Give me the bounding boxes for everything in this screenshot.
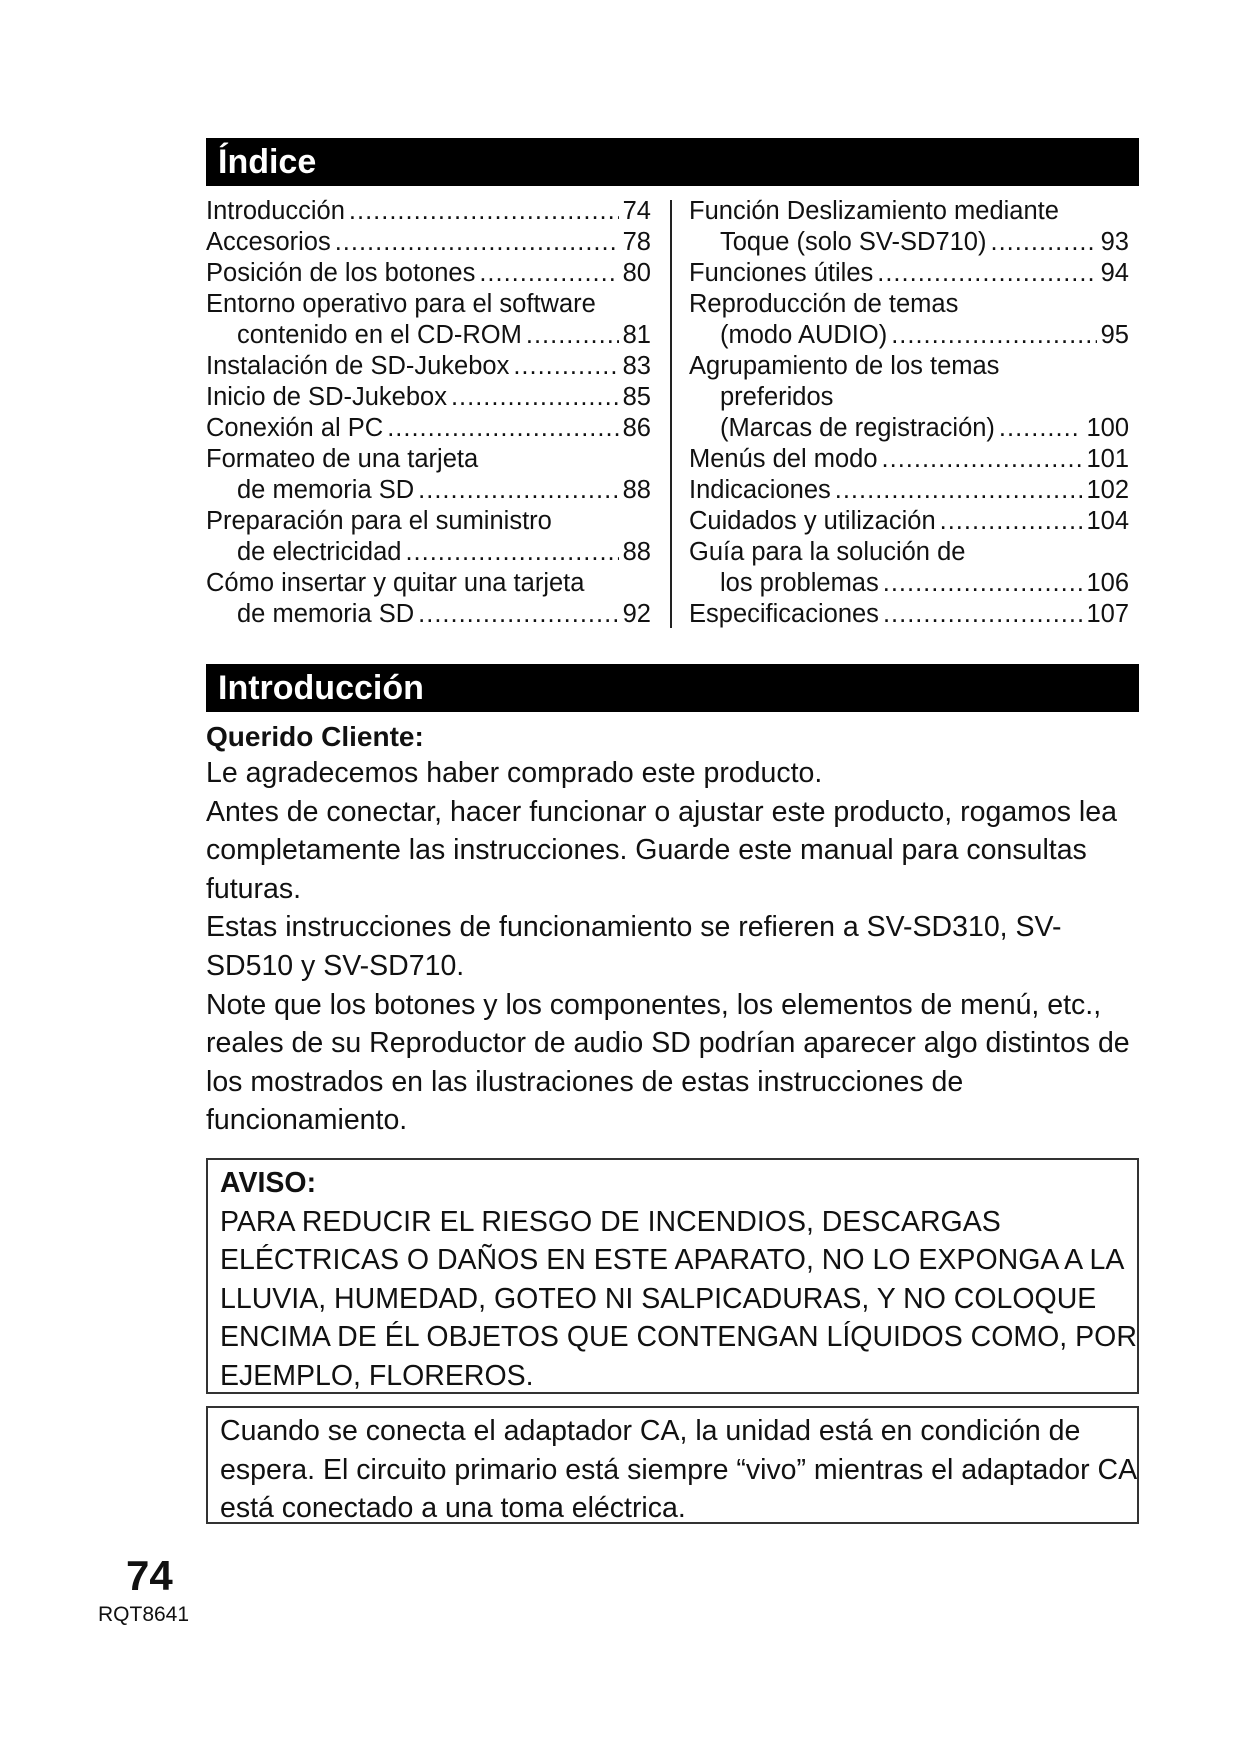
toc-entry-page: 81 [622,321,651,349]
toc-entry-title: Conexión al PC [206,414,384,442]
toc-dot-leader [882,444,1083,475]
toc-entry-page: 101 [1086,445,1129,473]
toc-entry-title: Indicaciones [689,476,831,504]
toc-entry-page: 107 [1086,600,1129,628]
toc-entry [206,537,651,568]
toc-entry [689,444,1129,475]
toc-entry-page: 85 [622,383,651,411]
toc-entry [206,320,651,351]
toc-entry [206,258,651,289]
toc-entry-title: Especificaciones [689,600,879,628]
intro-paragraph: Le agradecemos haber comprado este producto. [206,757,823,789]
toc-dot-leader [526,320,619,351]
toc-entry-page: 88 [622,538,651,566]
toc-entry-page: 88 [622,476,651,504]
toc-entry-title: Posición de los botones [206,259,476,287]
document-code: RQT8641 [98,1603,190,1626]
toc-dot-leader [479,258,618,289]
toc-entry-title: Formateo de una tarjeta [206,445,479,473]
index-right-column [689,196,1129,630]
toc-dot-leader [387,413,618,444]
toc-entry-title: de memoria SD [237,476,415,504]
toc-entry [689,475,1129,506]
toc-entry [206,413,651,444]
toc-entry-title: Introducción [206,197,345,225]
toc-entry-page: 94 [1100,259,1129,287]
toc-entry-title: Guía para la solución de [689,538,966,566]
toc-entry-page: 104 [1086,507,1129,535]
toc-entry-page: 102 [1086,476,1129,504]
toc-entry [206,196,651,227]
toc-entry-title: Función Deslizamiento mediante [689,197,1059,225]
introduction-body [206,754,1146,1140]
toc-entry-title: Toque (solo SV-SD710) [720,228,987,256]
toc-dot-leader [451,382,619,413]
page-number: 74 [126,1552,173,1599]
toc-dot-leader [940,506,1083,537]
toc-entry-title: de memoria SD [237,600,415,628]
toc-dot-leader [335,227,619,258]
toc-entry-title: Instalación de SD-Jukebox [206,352,510,380]
greeting: Querido Cliente: [206,721,424,752]
toc-dot-leader [513,351,618,382]
toc-entry [206,227,651,258]
warning-box [206,1158,1139,1394]
toc-entry-title: Inicio de SD-Jukebox [206,383,447,411]
standby-notice-box [206,1406,1139,1524]
intro-paragraph: Note que los botones y los componentes, los elementos de menú, etc., reales de su Reproductor de audio SD podrían aparecer algo distintos de los mostrados en las ilustraciones de estas instrucciones de funcionamiento. [206,988,1130,1137]
toc-entry-page: 78 [622,228,651,256]
toc-entry-title: Accesorios [206,228,331,256]
introduction-heading: Introducción [206,664,1139,712]
toc-entry [206,475,651,506]
toc-entry [206,599,651,630]
toc-entry-title: Funciones útiles [689,259,874,287]
toc-entry-page: 92 [622,600,651,628]
toc-entry-title: contenido en el CD-ROM [237,321,522,349]
toc-entry-title: (modo AUDIO) [720,321,888,349]
toc-dot-leader [418,475,618,506]
toc-entry-page: 93 [1100,228,1129,256]
toc-entry-page: 80 [622,259,651,287]
toc-entry-title: Menús del modo [689,445,878,473]
toc-dot-leader [999,413,1083,444]
toc-entry-page: 100 [1086,414,1129,442]
toc-entry [689,413,1129,444]
toc-entry [206,382,651,413]
toc-entry-title: los problemas [720,569,879,597]
toc-entry-title: de electricidad [237,538,402,566]
warning-text: PARA REDUCIR EL RIESGO DE INCENDIOS, DESCARGAS ELÉCTRICAS O DAÑOS EN ESTE APARATO, NO LO EXPONGA A LA LLUVIA, HUMEDAD, GOTEO NI SALPICADURAS, Y NO COLOQUE ENCIMA DE ÉL OBJETOS QUE CONTENGAN LÍQUIDOS COMO, POR EJEMPLO, FLOREROS. [220,1205,1137,1392]
toc-dot-leader [405,537,618,568]
toc-dot-leader [990,227,1096,258]
toc-dot-leader [883,599,1083,630]
toc-entry [689,568,1129,599]
toc-entry-page: 95 [1100,321,1129,349]
toc-dot-leader [418,599,618,630]
toc-dot-leader [891,320,1096,351]
intro-paragraph: Antes de conectar, hacer funcionar o ajustar este producto, rogamos lea completamente las instrucciones. Guarde este manual para consultas futuras. [206,795,1117,905]
toc-dot-leader [349,196,619,227]
toc-entry [689,320,1129,351]
toc-entry-page: 86 [622,414,651,442]
toc-entry-page: 106 [1086,569,1129,597]
toc-entry-page: 74 [622,197,651,225]
standby-notice-text: Cuando se conecta el adaptador CA, la unidad está en condición de espera. El circuito primario está siempre “vivo” mientras el adaptador CA está conectado a una toma eléctrica. [220,1415,1136,1524]
toc-entry-title: Agrupamiento de los temas [689,352,1000,380]
toc-dot-leader [877,258,1096,289]
toc-entry-title: preferidos [720,383,834,411]
toc-entry-title: (Marcas de registración) [720,414,995,442]
toc-entry [689,506,1129,537]
toc-entry-title: Entorno operativo para el software [206,290,596,318]
toc-dot-leader [883,568,1083,599]
toc-entry-page: 83 [622,352,651,380]
intro-paragraph: Estas instrucciones de funcionamiento se refieren a SV-SD310, SV-SD510 y SV-SD710. [206,911,1062,982]
toc-entry-title: Reproducción de temas [689,290,959,318]
index-column-divider [670,200,672,628]
toc-entry-title: Cuidados y utilización [689,507,936,535]
toc-entry [689,258,1129,289]
toc-entry-title: Preparación para el suministro [206,507,552,535]
toc-entry [689,227,1129,258]
toc-entry-title: Cómo insertar y quitar una tarjeta [206,569,585,597]
toc-entry [689,599,1129,630]
index-heading: Índice [206,138,1139,186]
toc-dot-leader [835,475,1083,506]
warning-title: AVISO: [220,1167,317,1199]
toc-entry [206,351,651,382]
index-left-column [206,196,651,630]
